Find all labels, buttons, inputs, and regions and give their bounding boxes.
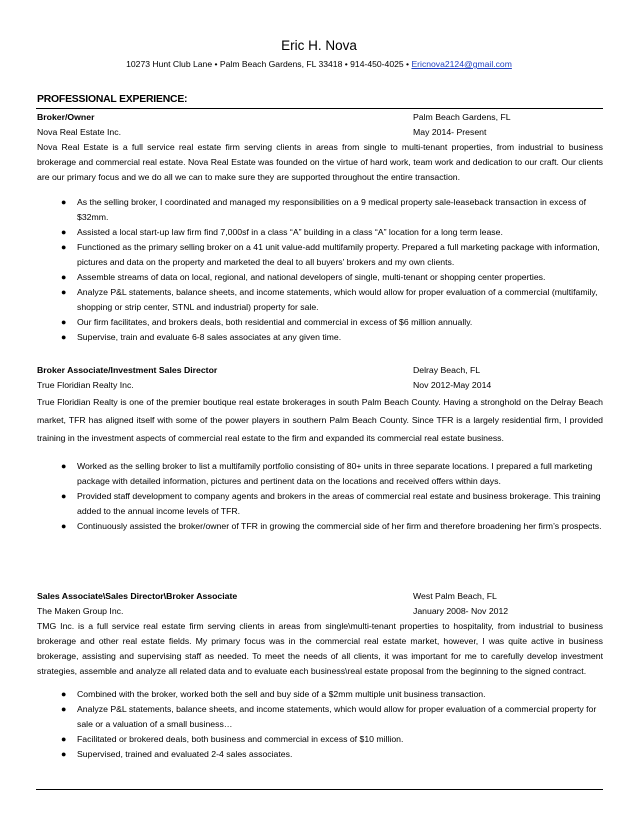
bullet-icon: ● — [61, 689, 67, 699]
job-location: West Palm Beach, FL — [413, 591, 497, 601]
job-entry-nova — [37, 110, 603, 345]
job-company: True Floridian Realty Inc. — [37, 380, 134, 390]
list-item: ● Worked as the selling broker to list a multifamily portfolio consisting of 80+ units in three separate locations. I prepared a full marketing package with detailed information, pictures and pertinent data on the locations and received offers within days. — [61, 461, 593, 486]
bullet-icon: ● — [61, 227, 67, 237]
bullet-icon: ● — [61, 317, 67, 327]
job-description: TMG Inc. is a full service real estate firm serving clients in areas from single\multi-tenant properties to hospitality, from industrial to business brokerage and other real estate fields. My primary focus was in the commercial real estate market, however, I was quite active in business brokerage, assisting and supervising staff as needed. To meet the needs of all clients, it was important for me to carefully develop investment strategies, assemble and analyze all related data and to evaluate each business\real estate proposal from the beginning to the signed contract. — [37, 621, 603, 676]
candidate-name: Eric H. Nova — [281, 38, 357, 53]
bullet-icon: ● — [61, 704, 67, 714]
job-bullets — [37, 687, 603, 762]
bullet-icon: ● — [61, 242, 67, 252]
job-dates: January 2008- Nov 2012 — [413, 606, 509, 616]
bullet-icon: ● — [61, 272, 67, 282]
job-company: Nova Real Estate Inc. — [37, 127, 122, 137]
job-title: Broker Associate/Investment Sales Director — [37, 365, 218, 375]
job-entry-true-floridian — [37, 363, 603, 534]
bullet-icon: ● — [61, 749, 67, 759]
job-location: Palm Beach Gardens, FL — [413, 112, 511, 122]
job-company-row — [37, 604, 603, 619]
job-title: Sales Associate\Sales Director\Broker Associate — [37, 591, 238, 601]
bullet-icon: ● — [61, 521, 67, 531]
job-title-row — [37, 589, 603, 604]
page-bottom-rule — [36, 789, 603, 790]
email-link[interactable]: Ericnova2124@gmail.com — [411, 59, 512, 69]
job-title-row — [37, 110, 603, 125]
bullet-icon: ● — [61, 461, 67, 471]
job-location: Delray Beach, FL — [413, 365, 481, 375]
job-bullets — [37, 459, 603, 534]
job-dates: Nov 2012-May 2014 — [413, 380, 492, 390]
list-item: ● Facilitated or brokered deals, both business and commercial in excess of $10 million. — [37, 732, 603, 747]
list-item: ● Assemble streams of data on local, regional, and national developers of single, multi-tenant or shopping center properties. — [37, 270, 603, 285]
bullet-icon: ● — [61, 287, 67, 297]
list-item: ● Supervise, train and evaluate 6-8 sales associates at any given time. — [37, 330, 603, 345]
job-title: Broker/Owner — [37, 112, 95, 122]
contact-address: 10273 Hunt Club Lane • Palm Beach Gardens, FL 33418 • 914-450-4025 • — [126, 59, 412, 69]
list-item: ● Continuously assisted the broker/owner of TFR in growing the commercial side of her firm and therefore broadening her firm’s prospects. — [37, 519, 603, 534]
bullet-icon: ● — [61, 734, 67, 744]
list-item: ● As the selling broker, I coordinated and managed my responsibilities on a 9 medical property sale-leaseback transaction in excess of $32mm. — [61, 197, 586, 222]
section-divider — [36, 108, 603, 109]
job-description: True Floridian Realty is one of the premier boutique real estate brokerages in south Palm Beach County. Having a stronghold on the Delray Beach market, TFR has aligned itself with some of the power players in southern Palm Beach County. Since TFR is a largely residential firm, I provided training in the investment aspects of commercial real estate to the firm and expanded its commercial real estate business. — [37, 397, 603, 443]
list-item: ● Our firm facilitates, and brokers deals, both residential and commercial in excess of $6 million annually. — [37, 315, 603, 330]
job-dates: May 2014- Present — [413, 127, 487, 137]
job-company-row — [37, 378, 603, 393]
job-entry-maken — [37, 589, 603, 762]
list-item: ● Supervised, trained and evaluated 2-4 sales associates. — [37, 747, 603, 762]
job-bullets — [37, 195, 603, 345]
job-title-row — [37, 363, 603, 378]
list-item: ● Assisted a local start-up law firm find 7,000sf in a class “A” building in a class “A” location for a long term lease. — [37, 225, 603, 240]
section-title: PROFESSIONAL EXPERIENCE: — [37, 94, 188, 105]
job-company-row — [37, 125, 603, 140]
list-item: ● Analyze P&L statements, balance sheets, and income statements, which would allow for proper evaluation of a commercial property for sale or a valuation of a small business… — [61, 704, 597, 729]
job-company: The Maken Group Inc. — [37, 606, 124, 616]
list-item: ● Functioned as the primary selling broker on a 41 unit value-add multifamily property. Prepared a full marketing package with information, pictures and data on the property and marketed the deal to all buyers’ brokers and my own clients. — [61, 242, 600, 267]
job-description: Nova Real Estate is a full service real estate firm serving clients in areas from single to multi-tenant properties, from industrial to business brokerage and commercial real estate. Nova Real Estate was founded on the virtue of hard work, team work and dedication to our craft. Our clients are our primary focus and we do all we can to make sure they are supported throughout the entire transaction. — [37, 142, 603, 182]
list-item: ● Analyze P&L statements, balance sheets, and income statements, which would allow for proper evaluation of a commercial (multifamily, shopping or strip center, STNL and industrial) property for sale. — [61, 287, 598, 312]
bullet-icon: ● — [61, 491, 67, 501]
contact-line — [0, 59, 638, 69]
list-item: ● Combined with the broker, worked both the sell and buy side of a $2mm multiple unit business transaction. — [37, 687, 603, 702]
bullet-icon: ● — [61, 332, 67, 342]
list-item: ● Provided staff development to company agents and brokers in the areas of commercial real estate and business brokerage. This training added to the annual income levels of TFR. — [61, 491, 601, 516]
bullet-icon: ● — [61, 197, 67, 207]
